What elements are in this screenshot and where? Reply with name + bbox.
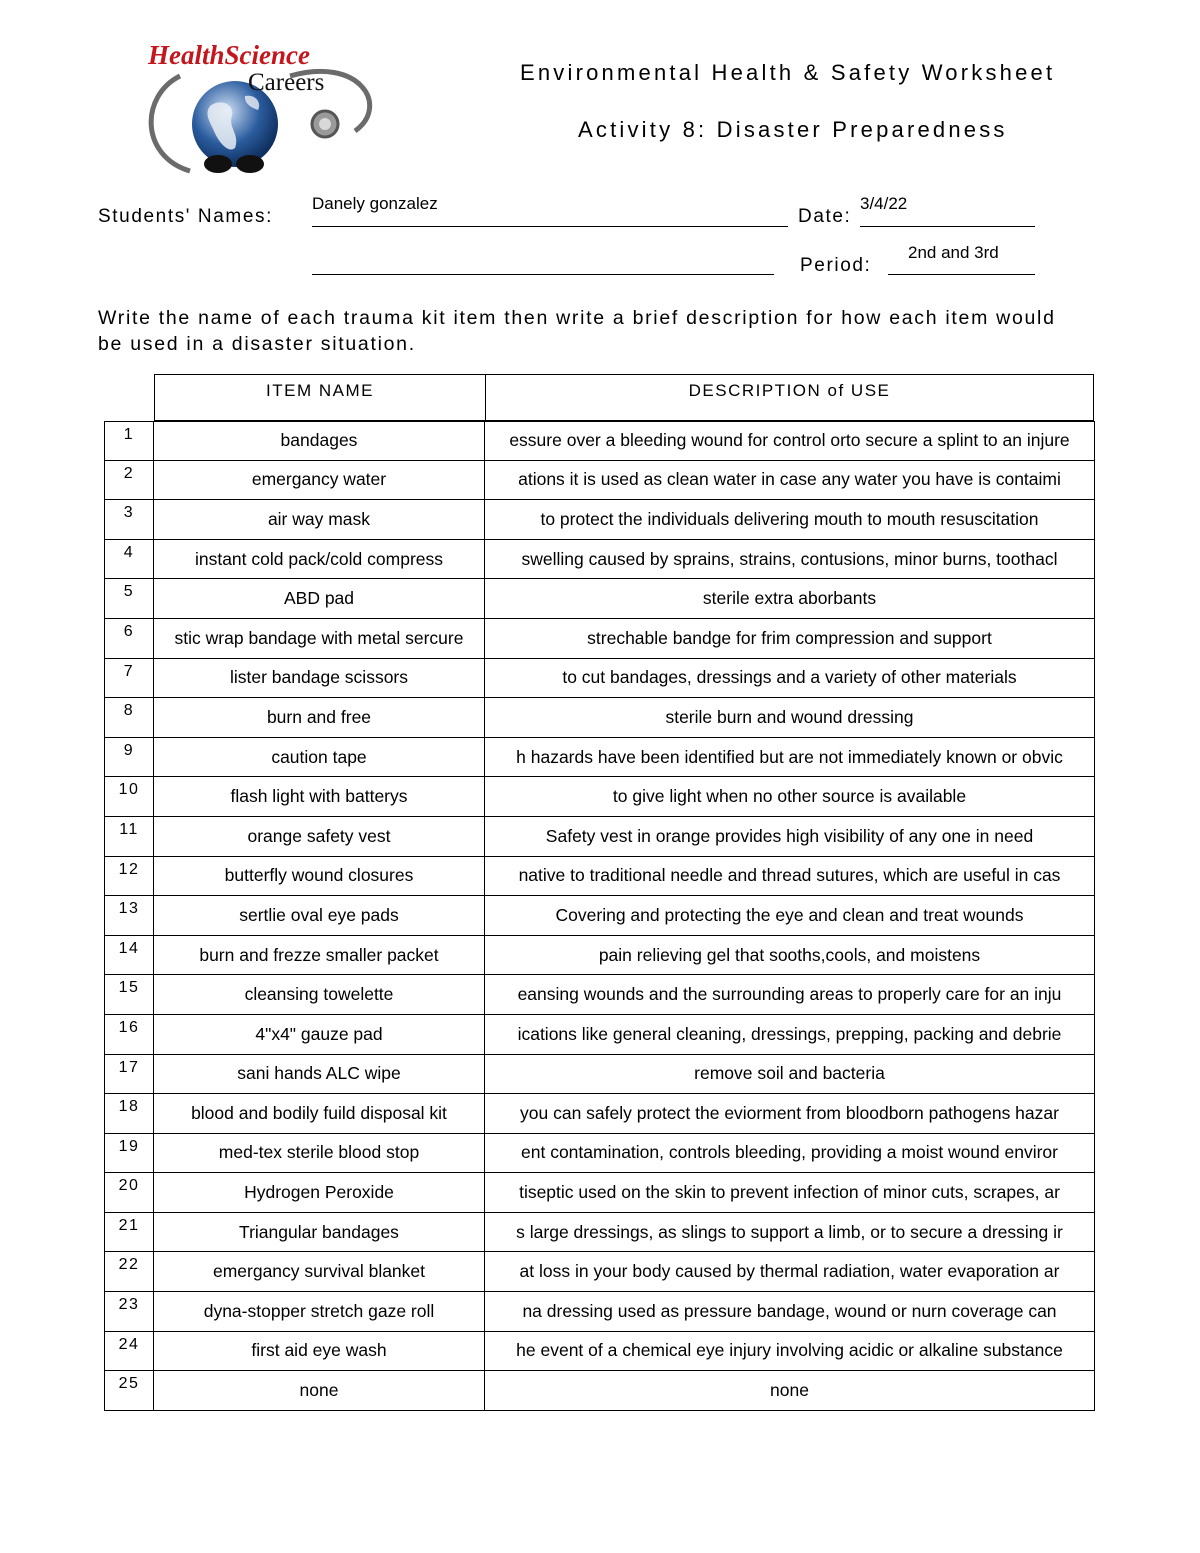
item-name-cell[interactable]	[154, 500, 485, 539]
description-cell[interactable]	[485, 698, 1095, 737]
item-name-cell[interactable]	[154, 777, 485, 816]
description-text: Covering and protecting the eye and clean and treat wounds	[555, 904, 1024, 925]
description-text: none	[770, 1380, 809, 1401]
table-row	[104, 540, 1095, 580]
table-row	[104, 1252, 1095, 1292]
row-number: 11	[104, 817, 154, 856]
item-name-cell[interactable]	[154, 1332, 485, 1371]
description-text: na dressing used as pressure bandage, wound or nurn coverage can	[522, 1300, 1057, 1321]
item-name-text: sani hands ALC wipe	[237, 1063, 401, 1084]
item-name-cell[interactable]	[154, 936, 485, 975]
row-number: 1	[104, 422, 154, 460]
item-name-cell[interactable]	[154, 1134, 485, 1173]
description-text: h hazards have been identified but are not immediately known or obvic	[516, 746, 1063, 767]
description-text: to protect the individuals delivering mouth to mouth resuscitation	[540, 508, 1039, 529]
description-cell[interactable]	[485, 817, 1095, 856]
item-name-text: instant cold pack/cold compress	[194, 548, 444, 569]
row-number: 21	[104, 1213, 154, 1252]
description-text: strechable bandge for frim compression and support	[587, 627, 992, 648]
description-text: sterile burn and wound dressing	[665, 706, 914, 727]
table-row	[104, 461, 1095, 501]
table-row	[104, 1213, 1095, 1253]
trauma-kit-table	[104, 421, 1095, 1411]
date-label: Date:	[798, 206, 852, 227]
activity-subtitle: Activity 8: Disaster Preparedness	[578, 117, 1008, 142]
item-name-text: emergancy survival blanket	[212, 1261, 426, 1282]
item-name-text: lister bandage scissors	[230, 667, 408, 688]
description-cell[interactable]	[485, 1252, 1095, 1291]
instructions-text: Write the name of each trauma kit item then write a brief description for how each item would be used in a disaster situation.	[98, 307, 1056, 355]
item-name-header: ITEM NAME	[155, 375, 486, 420]
item-name-cell[interactable]	[154, 461, 485, 500]
row-number: 5	[104, 579, 154, 618]
table-row	[104, 659, 1095, 699]
row-number: 4	[104, 540, 154, 579]
table-row	[104, 857, 1095, 897]
row-number: 19	[104, 1134, 154, 1173]
description-cell[interactable]	[485, 1332, 1095, 1371]
item-name-text: flash light with batterys	[230, 786, 408, 807]
period-value[interactable]: 2nd and 3rd	[908, 243, 999, 262]
description-text: ications like general cleaning, dressings, prepping, packing and debrie	[517, 1023, 1062, 1044]
description-text: native to traditional needle and thread sutures, which are useful in cas	[518, 865, 1061, 886]
row-number: 15	[104, 975, 154, 1014]
item-name-cell[interactable]	[154, 1371, 485, 1410]
row-number: 3	[104, 500, 154, 539]
description-text: swelling caused by sprains, strains, contusions, minor burns, toothacl	[521, 548, 1058, 569]
row-number: 23	[104, 1292, 154, 1331]
row-number: 8	[104, 698, 154, 737]
students-names-label: Students' Names:	[98, 206, 273, 227]
logo-graphic	[140, 36, 390, 186]
item-name-text: burn and free	[266, 706, 372, 727]
table-row	[104, 1094, 1095, 1134]
row-number: 22	[104, 1252, 154, 1291]
logo-brand-line2: Careers	[248, 69, 325, 96]
item-name-text: ABD pad	[283, 588, 355, 609]
item-name-cell[interactable]	[154, 540, 485, 579]
description-text: Safety vest in orange provides high visibility of any one in need	[545, 825, 1034, 846]
worksheet-title: Environmental Health & Safety Worksheet	[520, 60, 1056, 85]
item-name-text: Hydrogen Peroxide	[244, 1182, 394, 1203]
item-name-text: bandages	[280, 430, 358, 451]
item-name-cell[interactable]	[154, 619, 485, 658]
row-number: 10	[104, 777, 154, 816]
description-cell[interactable]	[485, 1055, 1095, 1094]
item-name-cell[interactable]	[154, 579, 485, 618]
description-cell[interactable]	[485, 619, 1095, 658]
item-name-text: dyna-stopper stretch gaze roll	[203, 1300, 435, 1321]
description-cell[interactable]	[485, 1213, 1095, 1252]
item-name-text: sertlie oval eye pads	[239, 904, 399, 925]
item-name-cell[interactable]	[154, 1252, 485, 1291]
table-row	[104, 738, 1095, 778]
item-name-text: first aid eye wash	[251, 1340, 387, 1361]
item-name-cell[interactable]	[154, 857, 485, 896]
row-number: 2	[104, 461, 154, 500]
description-cell[interactable]	[485, 1173, 1095, 1212]
description-cell[interactable]	[485, 857, 1095, 896]
description-text: sterile extra aborbants	[702, 588, 877, 609]
description-text: to cut bandages, dressings and a variety of other materials	[562, 667, 1017, 688]
row-number: 13	[104, 896, 154, 935]
row-number: 25	[104, 1371, 154, 1410]
description-cell[interactable]	[485, 579, 1095, 618]
item-name-cell[interactable]	[154, 975, 485, 1014]
item-name-cell[interactable]	[154, 1173, 485, 1212]
table-row	[104, 421, 1095, 461]
description-text: to give light when no other source is available	[612, 786, 967, 807]
table-row	[104, 936, 1095, 976]
table-row	[104, 1173, 1095, 1213]
description-cell[interactable]	[485, 500, 1095, 539]
student-name-value[interactable]: Danely gonzalez	[312, 194, 438, 213]
item-name-cell[interactable]	[154, 896, 485, 935]
item-name-text: burn and frezze smaller packet	[199, 944, 439, 965]
row-number: 24	[104, 1332, 154, 1371]
table-row	[104, 817, 1095, 857]
item-name-cell[interactable]	[154, 659, 485, 698]
row-number: 17	[104, 1055, 154, 1094]
item-name-text: orange safety vest	[247, 825, 391, 846]
description-cell[interactable]	[485, 975, 1095, 1014]
row-number: 9	[104, 738, 154, 777]
description-text: remove soil and bacteria	[694, 1063, 885, 1084]
description-cell[interactable]	[485, 1134, 1095, 1173]
description-cell[interactable]	[485, 659, 1095, 698]
description-cell[interactable]	[485, 540, 1095, 579]
description-cell[interactable]	[485, 1371, 1095, 1410]
description-text: at loss in your body caused by thermal radiation, water evaporation ar	[519, 1261, 1060, 1282]
item-name-cell[interactable]	[154, 1094, 485, 1133]
description-text: tiseptic used on the skin to prevent infection of minor cuts, scrapes, ar	[519, 1182, 1060, 1203]
table-row	[104, 1292, 1095, 1332]
description-cell[interactable]	[485, 896, 1095, 935]
item-name-text: Triangular bandages	[239, 1221, 399, 1242]
item-name-text: blood and bodily fuild disposal kit	[191, 1102, 447, 1123]
table-row	[104, 896, 1095, 936]
table-row	[104, 500, 1095, 540]
description-cell[interactable]	[485, 461, 1095, 500]
row-number: 20	[104, 1173, 154, 1212]
description-text: ent contamination, controls bleeding, providing a moist wound enviror	[521, 1142, 1058, 1163]
table-row	[104, 698, 1095, 738]
item-name-cell[interactable]	[154, 1292, 485, 1331]
description-header: DESCRIPTION of USE	[688, 381, 891, 400]
table-row	[104, 1332, 1095, 1372]
item-name-text: 4"x4" gauze pad	[255, 1023, 383, 1044]
row-number: 7	[104, 659, 154, 698]
item-name-cell[interactable]	[154, 1015, 485, 1054]
description-cell[interactable]	[485, 1015, 1095, 1054]
description-text: s large dressings, as slings to support a limb, or to secure a dressing ir	[516, 1221, 1063, 1242]
item-name-text: med-tex sterile blood stop	[218, 1142, 420, 1163]
table-row	[104, 1055, 1095, 1095]
description-text: pain relieving gel that sooths,cools, and moistens	[598, 944, 981, 965]
row-number: 6	[104, 619, 154, 658]
period-label: Period:	[800, 255, 872, 276]
description-text: eansing wounds and the surrounding areas to properly care for an inju	[517, 984, 1062, 1005]
description-cell[interactable]	[485, 1094, 1095, 1133]
row-number: 18	[104, 1094, 154, 1133]
description-text: he event of a chemical eye injury involving acidic or alkaline substance	[516, 1340, 1063, 1361]
item-name-cell[interactable]	[154, 817, 485, 856]
item-name-text: cleansing towelette	[244, 984, 394, 1005]
date-value[interactable]: 3/4/22	[860, 194, 908, 213]
description-cell[interactable]	[485, 936, 1095, 975]
table-header	[154, 374, 1094, 421]
item-name-cell[interactable]	[154, 1055, 485, 1094]
item-name-text: none	[299, 1380, 339, 1401]
student-name-line-1	[312, 226, 788, 227]
description-text: you can safely protect the eviorment from bloodborn pathogens hazar	[520, 1102, 1059, 1123]
item-name-text: air way mask	[267, 508, 371, 529]
item-name-text: stic wrap bandage with metal sercure	[174, 627, 464, 648]
row-number: 12	[104, 857, 154, 896]
item-name-cell[interactable]	[154, 422, 485, 460]
description-cell[interactable]	[485, 738, 1095, 777]
item-name-cell[interactable]	[154, 738, 485, 777]
student-name-line-2	[312, 274, 774, 275]
item-name-cell[interactable]	[154, 1213, 485, 1252]
description-cell[interactable]	[485, 1292, 1095, 1331]
row-number: 16	[104, 1015, 154, 1054]
table-row	[104, 1134, 1095, 1174]
row-number: 14	[104, 936, 154, 975]
item-name-cell[interactable]	[154, 698, 485, 737]
health-science-careers-logo	[140, 36, 390, 186]
logo-brand-line1: HealthScience	[148, 40, 310, 70]
table-row	[104, 975, 1095, 1015]
item-name-text: caution tape	[271, 746, 367, 767]
table-row	[104, 1015, 1095, 1055]
description-text: essure over a bleeding wound for control orto secure a splint to an injure	[509, 430, 1070, 451]
date-line	[860, 226, 1035, 227]
description-cell[interactable]	[485, 777, 1095, 816]
table-row	[104, 619, 1095, 659]
table-row	[104, 579, 1095, 619]
table-row	[104, 1371, 1095, 1411]
description-cell[interactable]	[485, 422, 1095, 460]
item-name-text: butterfly wound closures	[224, 865, 414, 886]
stethoscope-tube-left	[151, 76, 190, 171]
item-name-text: emergancy water	[251, 469, 387, 490]
period-line	[888, 274, 1035, 275]
description-text: ations it is used as clean water in case any water you have is contaimi	[518, 469, 1061, 490]
table-row	[104, 777, 1095, 817]
